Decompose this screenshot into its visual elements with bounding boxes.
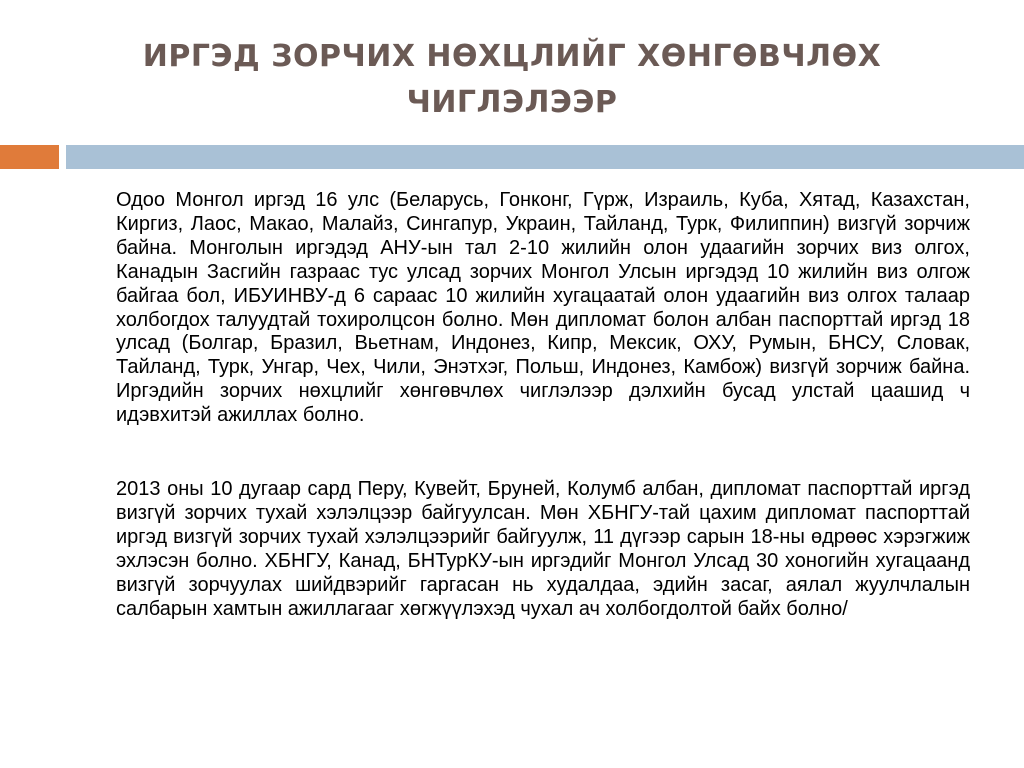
- title-divider-accent: [0, 145, 59, 169]
- slide-title-line-1: ИРГЭД ЗОРЧИХ НӨХЦЛИЙГ ХӨНГӨВЧЛӨХ: [142, 39, 882, 74]
- slide-title: [60, 34, 964, 126]
- title-divider-bar: [66, 145, 1024, 169]
- body-paragraph-1: Одоо Монгол иргэд 16 улс (Беларусь, Гонконг, Гүрж, Израиль, Куба, Хятад, Казахстан, Киргиз, Лаос, Макао, Малайз, Сингапур, Украин, Тайланд, Турк, Филиппин) визгүй зорчиж байна. Монголын иргэдэд АНУ-ын тал 2-10 жилийн олон удаагийн зорчих виз олгох, Канадын Засгийн газраас тус улсад зорчих Монгол Улсын иргэдэд 10 жилийн виз олгож байгаа бол, ИБУИНВУ-д 6 сараас 10 жилийн хугацаатай олон удаагийн виз олгох талаар холбогдох талуудтай тохиролцсон болно. Мөн дипломат болон албан паспорттай иргэд 18 улсад (Болгар, Бразил, Вьетнам, Индонез, Кипр, Мексик, ОХУ, Румын, БНСУ, Словак, Тайланд, Турк, Унгар, Чех, Чили, Энэтхэг, Польш, Индонез, Камбож) визгүй зорчиж байна. Иргэдийн зорчих нөхцлийг хөнгөвчлөх чиглэлээр дэлхийн бусад улстай цаашид ч идэвхитэй ажиллах болно.: [116, 189, 970, 427]
- slide-body: [116, 189, 970, 622]
- body-paragraph-2: 2013 оны 10 дугаар сард Перу, Кувейт, Бруней, Колумб албан, дипломат паспорттай иргэд визгүй зорчих тухай хэлэлцээр байгуулсан. Мөн ХБНГУ-тай цахим дипломат паспорттай иргэд визгүй зорчих тухай хэлэлцээрийг байгуулж, 11 дүгээр сарын 18-ны өдрөөс хэрэгжиж эхлэсэн болно. ХБНГУ, Канад, БНТурКУ-ын иргэдийг Монгол Улсад 30 хоногийн хугацаанд визгүй зорчуулах шийдвэрийг гаргасан нь худалдаа, эдийн засаг, аялал жуулчлалын салбарын хамтын ажиллагааг хөгжүүлэхэд чухал ач холбогдолтой байх болно/: [116, 478, 970, 620]
- slide-title-line-2: ЧИГЛЭЛЭЭР: [406, 85, 618, 120]
